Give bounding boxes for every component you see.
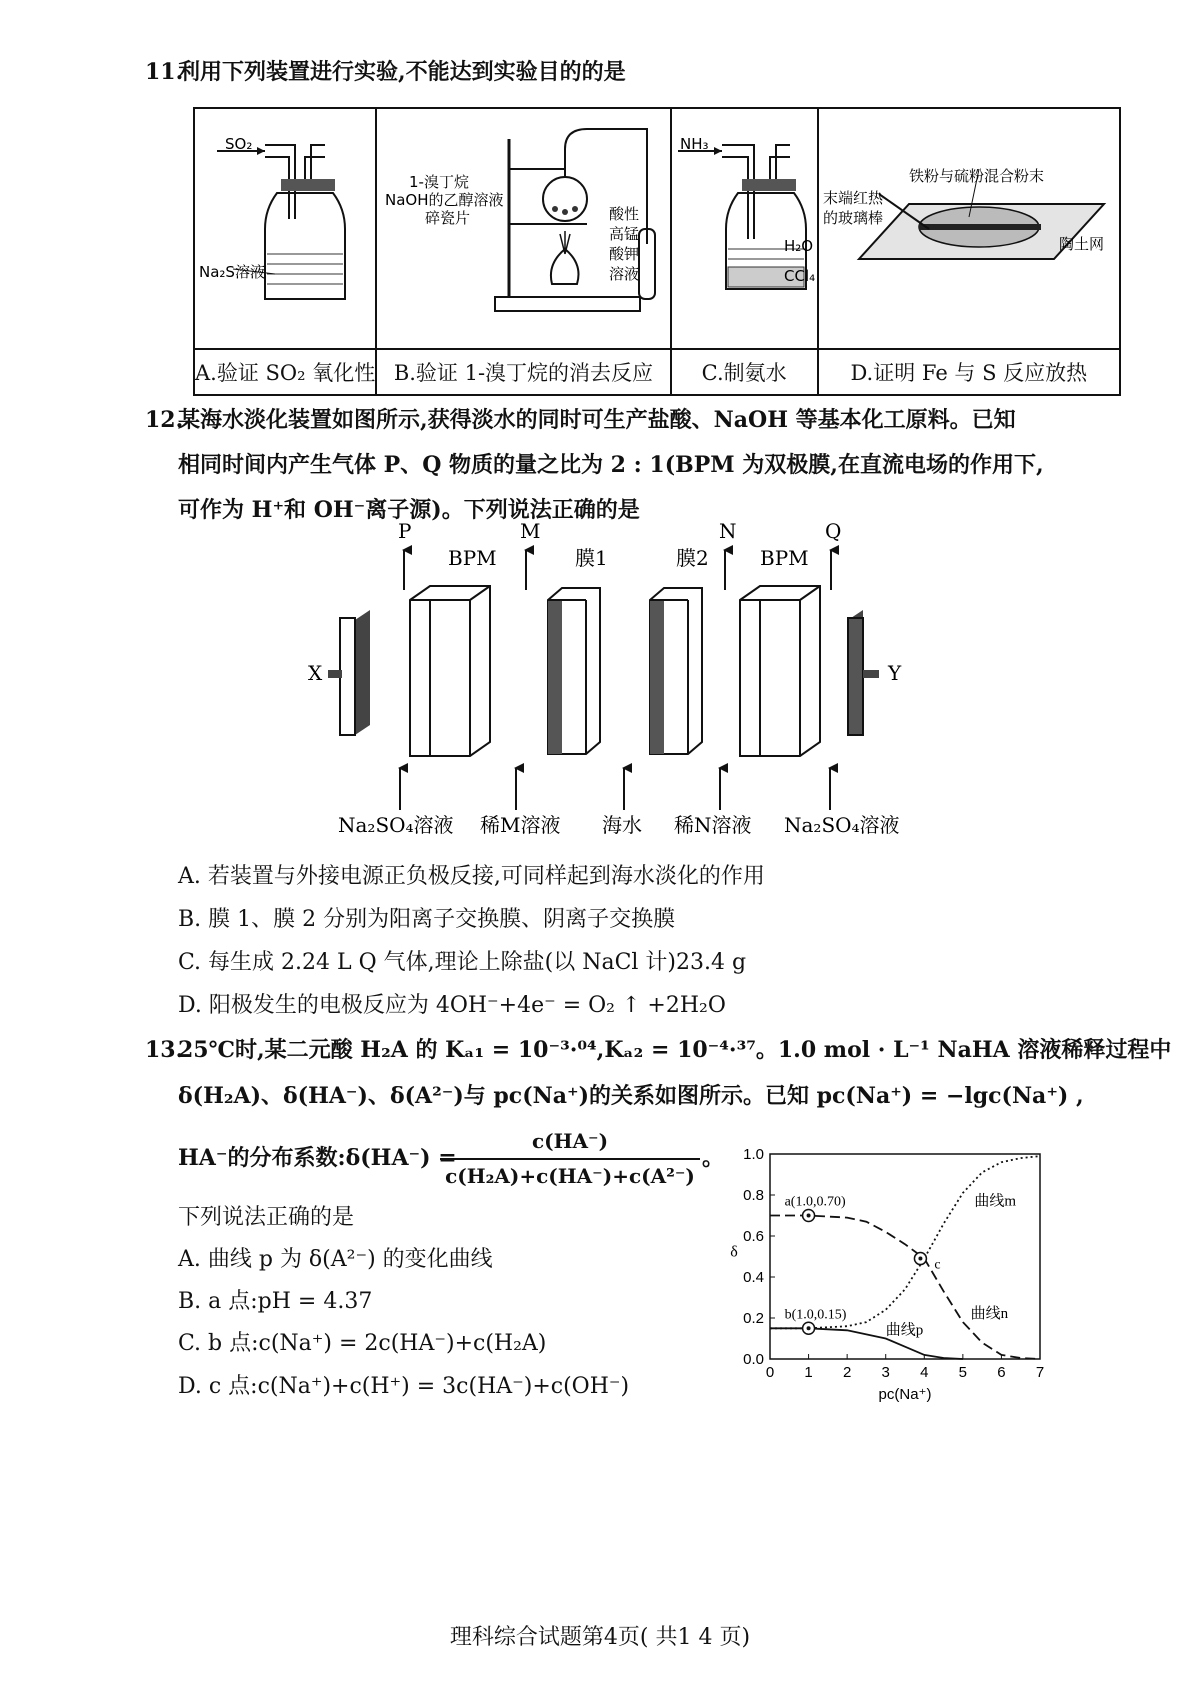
q11-d-rod-label-1: 末端红热 [822,189,883,207]
q12-option-c: C. 每生成 2.24 L Q 气体,理论上除盐(以 NaCl 计)23.4 g [178,950,747,975]
chart-x-axis-label: pc(Na⁺) [878,1386,932,1403]
question-13-stem-line-1: 25℃时,某二元酸 H₂A 的 Kₐ₁ = 10⁻³·⁰⁴,Kₐ₂ = 10⁻⁴·³⁷。1.0 mol · L⁻¹ NaHA 溶液稀释过程中 [178,1037,1172,1063]
q13-option-b: B. a 点:pH = 4.37 [178,1289,373,1314]
q11-option-b-figure [376,108,670,349]
q12-label-q: Q [825,520,842,543]
question-12-stem-line-3: 可作为 H⁺和 OH⁻离子源)。下列说法正确的是 [178,497,640,523]
chart-x-tick-label: 6 [997,1364,1006,1381]
q12-label-y: Y [888,661,902,685]
q11-d-powder-label: 铁粉与硫粉混合粉末 [908,167,1044,185]
q12-label-n: N [719,520,737,543]
q12-bottom-label-5: Na₂SO₄溶液 [784,813,900,837]
chart-y-tick-label: 0.4 [743,1269,764,1286]
chart-x-tick-label: 0 [765,1364,775,1381]
question-11-number: 11. [145,59,184,85]
chart-y-tick-label: 0.8 [743,1187,764,1204]
q11-b-tube-label-3: 酸钾 [609,245,640,263]
chart-series-3 [770,1328,963,1359]
q11-c-ccl4-label: CCl₄ [783,267,815,285]
q13-option-a: A. 曲线 p 为 δ(A²⁻) 的变化曲线 [178,1247,493,1272]
chart-point-dot [807,1326,811,1330]
q11-option-c-caption: C.制氨水 [671,349,818,395]
q12-bottom-label-3: 海水 [602,813,642,837]
q11-b-chips-label: 碎瓷片 [425,209,471,227]
chart-point-dot [918,1257,922,1261]
chart-x-tick-label: 2 [842,1364,852,1381]
q11-b-tube-label-1: 酸性 [609,205,640,223]
question-12-number: 12. [145,407,184,433]
chart-x-tick-label: 7 [1035,1364,1045,1381]
chart-series-label: 曲线m [974,1193,1017,1210]
question-13-number: 13. [145,1037,184,1063]
q13-fraction-bar [440,1158,700,1160]
q12-option-a: A. 若装置与外接电源正负极反接,可同样起到海水淡化的作用 [178,864,765,889]
q13-prompt: 下列说法正确的是 [178,1205,355,1230]
q13-formula-denominator: c(H₂A)+c(HA⁻)+c(A²⁻) [445,1164,695,1188]
q12-label-x: X [308,661,323,685]
q13-distribution-chart [720,1140,1060,1425]
q11-option-a-caption: A.验证 SO₂ 氧化性 [194,349,376,395]
q12-label-m: M [520,520,541,543]
q13-formula-prefix: HA⁻的分布系数:δ(HA⁻) = [178,1145,457,1171]
chart-series-1 [770,1156,1040,1328]
chart-point-label: c [934,1257,941,1273]
bpm-left [410,586,490,756]
q12-label-membrane-1: 膜1 [575,546,608,570]
q11-a-solution-label: Na₂S溶液 [199,263,265,281]
chart-axes [743,1146,1044,1381]
chart-y-tick-label: 0.6 [743,1228,764,1245]
q12-label-bpm-right: BPM [760,546,809,570]
q13-formula-suffix: 。 [702,1145,725,1171]
q11-option-b-caption: B.验证 1-溴丁烷的消去反应 [376,349,670,395]
q11-option-d-caption: D.证明 Fe 与 S 反应放热 [818,349,1120,395]
chart-x-tick-label: 1 [804,1364,813,1381]
chart-x-tick-label: 4 [920,1364,929,1381]
chart-point-label: b(1.0,0.15) [784,1307,847,1323]
chart-series-label: 曲线p [885,1322,924,1339]
q11-d-net-label: 陶土网 [1058,235,1104,253]
membrane-2 [650,588,702,754]
chart-y-tick-label: 0.0 [743,1351,764,1368]
q13-option-d: D. c 点:c(Na⁺)+c(H⁺) = 3c(HA⁻)+c(OH⁻) [178,1374,630,1399]
q11-c-gas-label: NH₃ [679,135,709,153]
q11-b-tube-label-2: 高锰 [609,225,640,243]
question-12-stem-line-2: 相同时间内产生气体 P、Q 物质的量之比为 2 : 1(BPM 为双极膜,在直流电场的作用下, [178,452,1044,478]
chart-point-dot [807,1214,811,1218]
q12-bottom-label-1: Na₂SO₄溶液 [338,813,454,837]
q11-b-flask-label: 1-溴丁烷 [409,173,470,191]
chart-points [785,1195,941,1335]
electrode-x [328,610,370,735]
membrane-1 [548,588,600,754]
q11-option-c-figure [671,108,818,349]
q12-electrodialysis-diagram [300,520,940,850]
chart-y-tick-label: 0.2 [743,1310,764,1327]
q11-d-rod-label-2: 的玻璃棒 [822,209,883,227]
q12-bottom-label-4: 稀N溶液 [674,813,752,837]
question-13-stem-line-2: δ(H₂A)、δ(HA⁻)、δ(A²⁻)与 pc(Na⁺)的关系如图所示。已知 pc(Na⁺) = −lgc(Na⁺) , [178,1083,1084,1109]
page-footer: 理科综合试题第4页( 共1 4 页) [449,1625,751,1650]
q11-b-reagent-label: NaOH的乙醇溶液 [385,191,504,209]
q12-option-b: B. 膜 1、膜 2 分别为阳离子交换膜、阴离子交换膜 [178,907,676,932]
question-12-stem-line-1: 某海水淡化装置如图所示,获得淡水的同时可生产盐酸、NaOH 等基本化工原料。已知 [178,407,1016,433]
q12-bottom-label-2: 稀M溶液 [480,813,561,837]
chart-y-axis-label: δ [730,1243,738,1261]
question-11-stem: 利用下列装置进行实验,不能达到实验目的的是 [178,59,626,85]
chart-x-tick-label: 5 [958,1364,968,1381]
q11-option-d-figure [818,108,1120,349]
q11-option-a-figure [194,108,376,349]
q12-label-bpm-left: BPM [448,546,497,570]
q11-apparatus-table [193,107,1121,396]
q11-a-gas-label: SO₂ [225,135,253,153]
chart-point-label: a(1.0,0.70) [784,1194,846,1210]
q13-option-c: C. b 点:c(Na⁺) = 2c(HA⁻)+c(H₂A) [178,1331,547,1356]
bpm-right [740,586,820,756]
electrode-y [848,610,879,735]
chart-series-label: 曲线n [970,1306,1009,1322]
q11-c-water-label: H₂O [783,237,813,255]
q12-label-membrane-2: 膜2 [676,546,709,570]
q11-b-tube-label-4: 溶液 [609,265,640,283]
chart-x-tick-label: 3 [881,1364,890,1381]
chart-y-tick-label: 1.0 [743,1146,764,1163]
q13-formula-numerator: c(HA⁻) [531,1129,609,1153]
q12-label-p: P [398,520,412,543]
q12-option-d: D. 阳极发生的电极反应为 4OH⁻+4e⁻ = O₂ ↑ +2H₂O [178,993,726,1018]
